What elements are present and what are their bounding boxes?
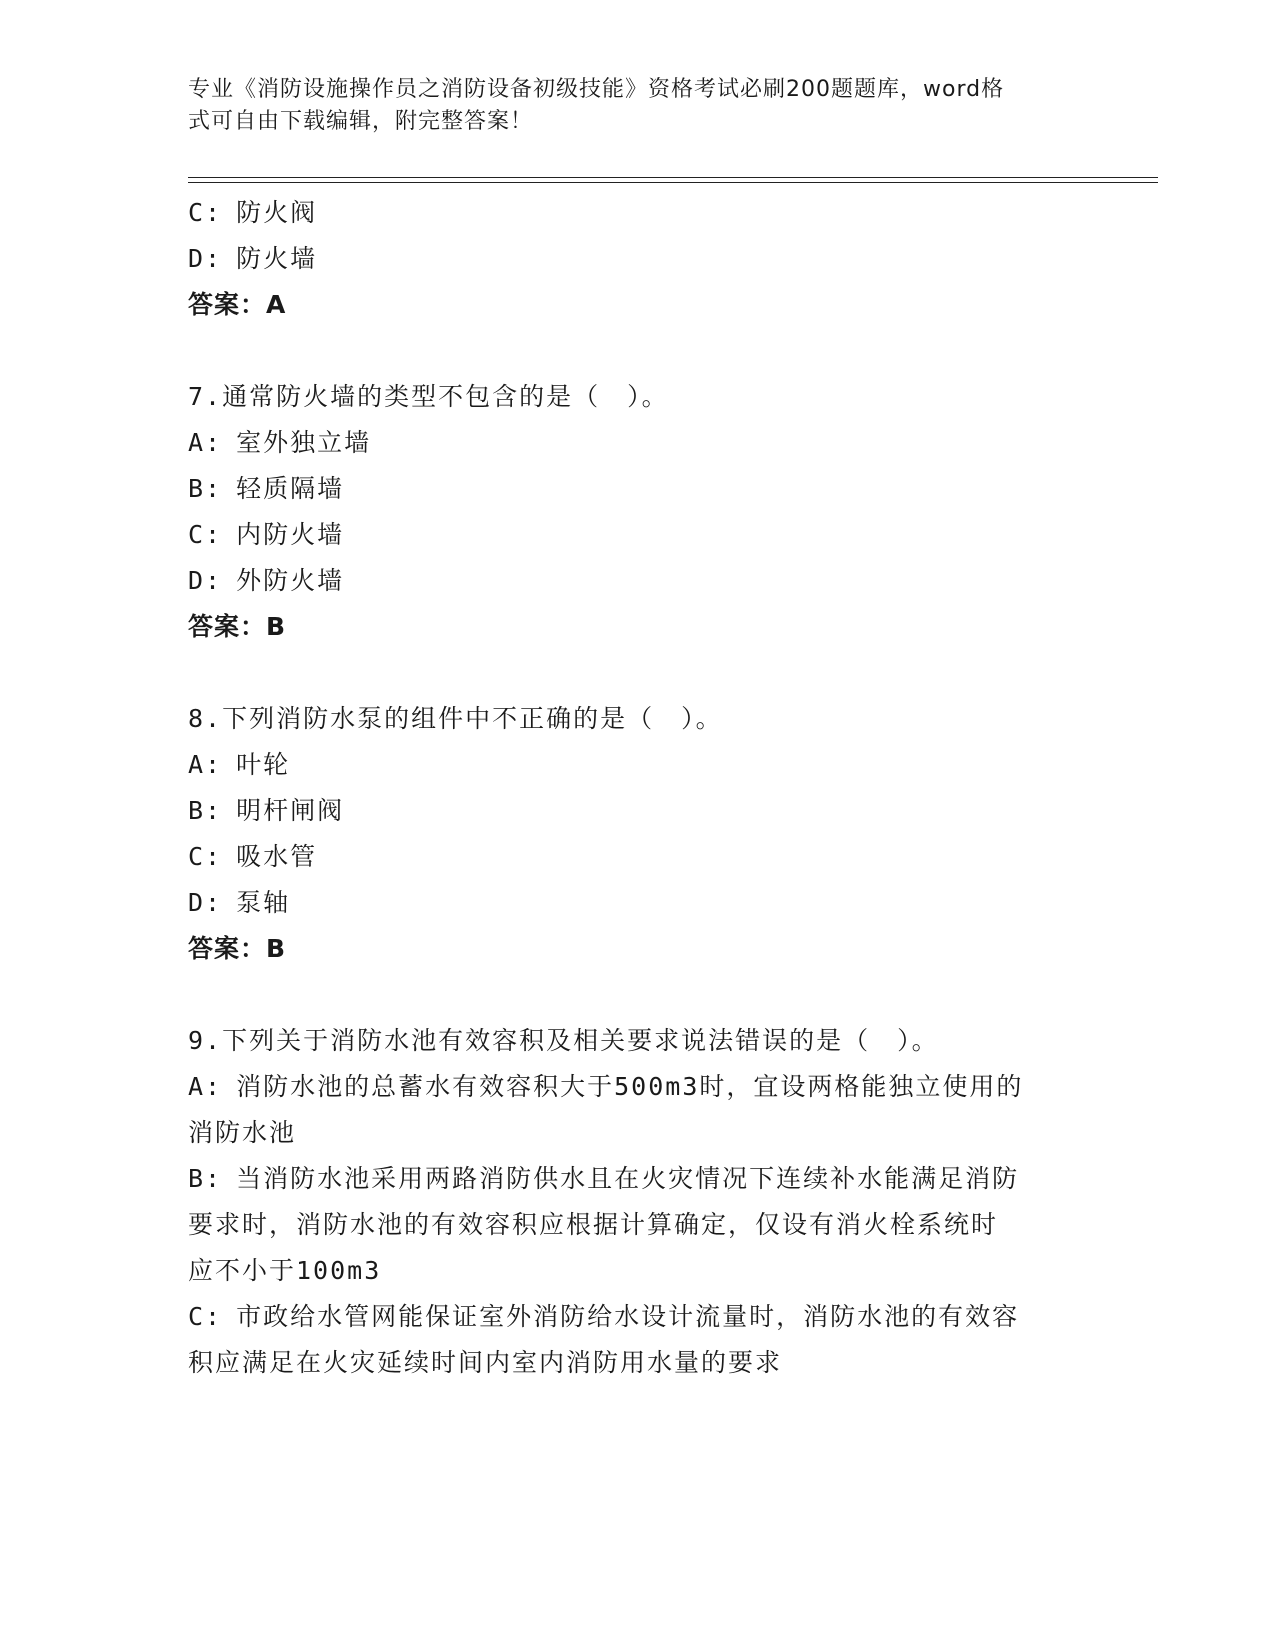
option-line bbox=[188, 1294, 1088, 1340]
option-c bbox=[188, 834, 1088, 880]
option-a bbox=[188, 1064, 1088, 1156]
header-rule-top bbox=[188, 177, 1158, 178]
option-line bbox=[188, 1064, 1088, 1110]
option-text: 明杆闸阀 bbox=[236, 796, 345, 825]
option-line: 积应满足在火灾延续时间内室内消防用水量的要求 bbox=[188, 1348, 783, 1377]
option-d bbox=[188, 558, 1088, 604]
answer: 答案：A bbox=[188, 290, 287, 319]
option-a bbox=[188, 742, 1088, 788]
header-rule-bottom bbox=[188, 182, 1158, 183]
option-label: A: bbox=[188, 750, 223, 779]
option-label: A: bbox=[188, 428, 223, 457]
option-d bbox=[188, 880, 1088, 926]
option-d bbox=[188, 236, 1088, 282]
option-text: 防火墙 bbox=[236, 244, 318, 273]
question-6-continuation bbox=[188, 190, 1088, 328]
option-text: 室外独立墙 bbox=[236, 428, 372, 457]
option-text: 轻质隔墙 bbox=[236, 474, 345, 503]
option-line: 要求时，消防水池的有效容积应根据计算确定，仅设有消火栓系统时 bbox=[188, 1210, 999, 1239]
option-c bbox=[188, 190, 1088, 236]
option-text: 外防火墙 bbox=[236, 566, 345, 595]
option-text: 防火阀 bbox=[236, 198, 318, 227]
option-b bbox=[188, 1156, 1088, 1294]
header-line-1: 专业《消防设施操作员之消防设备初级技能》资格考试必刷200题题库，word格 bbox=[188, 77, 1005, 102]
option-text: 吸水管 bbox=[236, 842, 318, 871]
option-label: C: bbox=[188, 198, 223, 227]
question-stem: 7.通常防火墙的类型不包含的是（ ）。 bbox=[188, 382, 669, 411]
option-text: 泵轴 bbox=[236, 888, 291, 917]
option-b bbox=[188, 788, 1088, 834]
option-label: D: bbox=[188, 888, 223, 917]
option-text: 当消防水池采用两路消防供水且在火灾情况下连续补水能满足消防 bbox=[236, 1164, 1020, 1193]
option-label: B: bbox=[188, 474, 223, 503]
option-c bbox=[188, 1294, 1088, 1386]
answer: 答案：B bbox=[188, 934, 287, 963]
option-label: B: bbox=[188, 796, 223, 825]
option-label: B: bbox=[188, 1164, 223, 1193]
option-line: 消防水池 bbox=[188, 1118, 297, 1147]
question-7 bbox=[188, 374, 1088, 650]
option-label: C: bbox=[188, 1302, 223, 1331]
option-text: 叶轮 bbox=[236, 750, 291, 779]
option-c bbox=[188, 512, 1088, 558]
option-a bbox=[188, 420, 1088, 466]
option-label: C: bbox=[188, 842, 223, 871]
question-stem: 8.下列消防水泵的组件中不正确的是（ ）。 bbox=[188, 704, 723, 733]
answer: 答案：B bbox=[188, 612, 287, 641]
option-line bbox=[188, 1156, 1088, 1202]
question-9 bbox=[188, 1018, 1088, 1386]
option-label: A: bbox=[188, 1072, 223, 1101]
option-text: 市政给水管网能保证室外消防给水设计流量时，消防水池的有效容 bbox=[236, 1302, 1020, 1331]
option-label: C: bbox=[188, 520, 223, 549]
option-label: D: bbox=[188, 244, 223, 273]
document-header bbox=[188, 74, 1088, 138]
header-line-2: 式可自由下载编辑，附完整答案！ bbox=[188, 109, 534, 134]
option-label: D: bbox=[188, 566, 223, 595]
question-8 bbox=[188, 696, 1088, 972]
document-body bbox=[188, 190, 1088, 1386]
option-text: 内防火墙 bbox=[236, 520, 345, 549]
option-b bbox=[188, 466, 1088, 512]
question-stem: 9.下列关于消防水池有效容积及相关要求说法错误的是（ ）。 bbox=[188, 1026, 939, 1055]
option-text: 消防水池的总蓄水有效容积大于500m3时，宜设两格能独立使用的 bbox=[236, 1072, 1024, 1101]
option-line: 应不小于100m3 bbox=[188, 1256, 382, 1285]
